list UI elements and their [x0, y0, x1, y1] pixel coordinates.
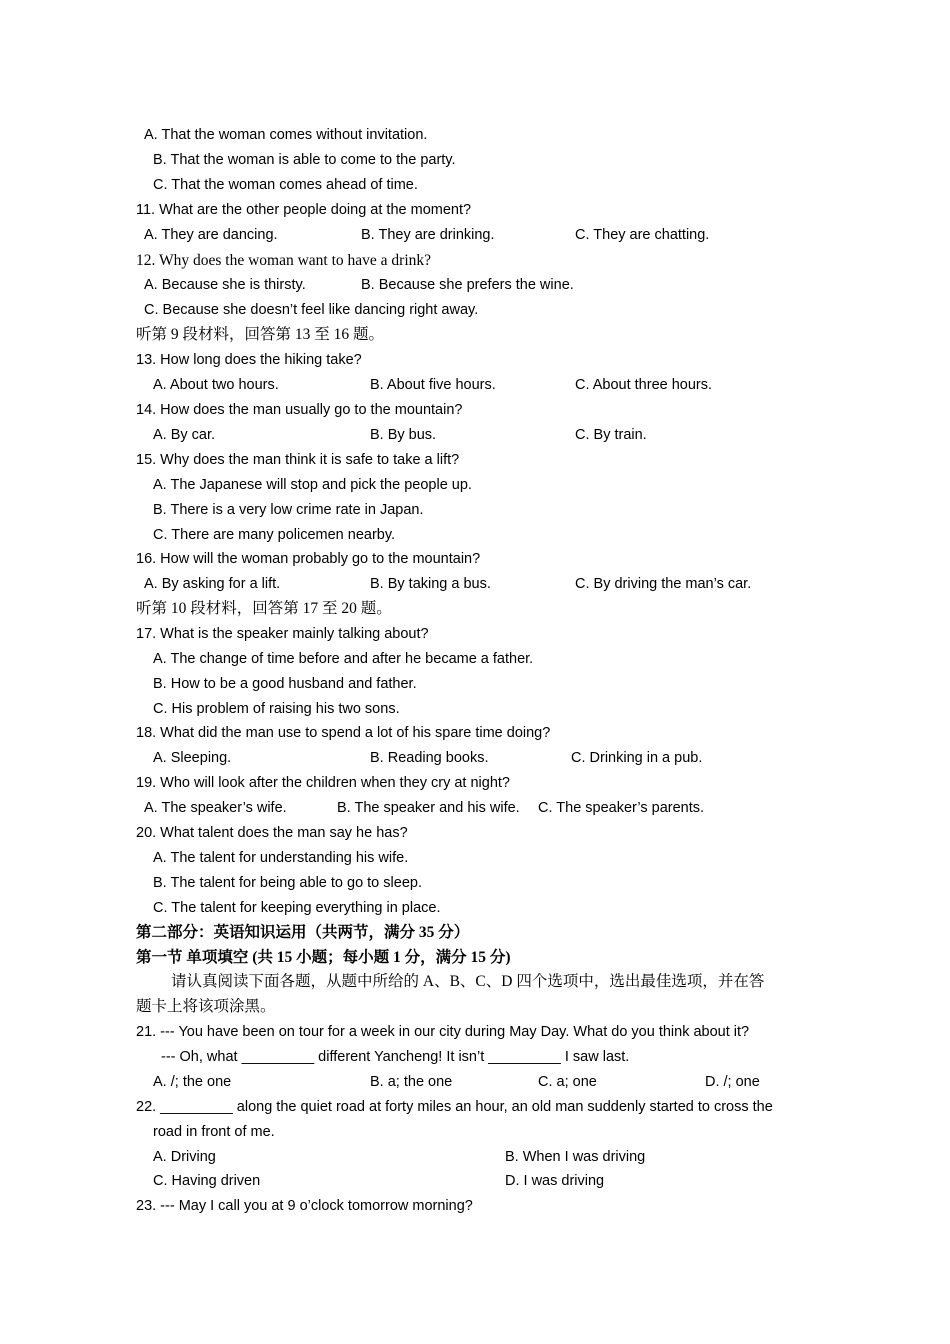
- q21-line1: 21. --- You have been on tour for a week in our city during May Day. What do you think about it?: [136, 1024, 750, 1040]
- part2-instruction-line1: 请认真阅读下面各题，从题中所给的 A、B、C、D 四个选项中，选出最佳选项，并在答: [171, 973, 765, 990]
- q17-stem: 17. What is the speaker mainly talking about?: [136, 626, 429, 642]
- q17-option-c: C. His problem of raising his two sons.: [153, 701, 400, 717]
- q22-line2: road in front of me.: [153, 1124, 275, 1140]
- q14-option-c: C. By train.: [575, 427, 647, 443]
- q13-option-b: B. About five hours.: [370, 377, 496, 393]
- q16-option-b: B. By taking a bus.: [370, 576, 491, 592]
- q19-option-a: A. The speaker’s wife.: [144, 800, 287, 816]
- q15-option-a: A. The Japanese will stop and pick the people up.: [153, 477, 472, 493]
- q10-option-a: A. That the woman comes without invitation.: [144, 127, 428, 143]
- q21-option-d: D. /; one: [705, 1074, 760, 1090]
- q16-option-c: C. By driving the man’s car.: [575, 576, 752, 592]
- q12-option-b: B. Because she prefers the wine.: [361, 277, 574, 293]
- q18-option-a: A. Sleeping.: [153, 750, 232, 766]
- q13-stem: 13. How long does the hiking take?: [136, 352, 362, 368]
- q21-line2: --- Oh, what _________ different Yancheng! It isn’t _________ I saw last.: [161, 1049, 630, 1065]
- q13-option-a: A. About two hours.: [153, 377, 279, 393]
- q22-option-c: C. Having driven: [153, 1173, 261, 1189]
- q20-stem: 20. What talent does the man say he has?: [136, 825, 408, 841]
- q17-option-b: B. How to be a good husband and father.: [153, 676, 417, 692]
- q19-stem: 19. Who will look after the children when they cry at night?: [136, 775, 510, 791]
- q14-option-a: A. By car.: [153, 427, 216, 443]
- q20-option-b: B. The talent for being able to go to sleep.: [153, 875, 422, 891]
- q21-option-a: A. /; the one: [153, 1074, 232, 1090]
- q12-stem: 12. Why does the woman want to have a drink?: [136, 252, 431, 269]
- q20-option-a: A. The talent for understanding his wife.: [153, 850, 409, 866]
- q16-option-a: A. By asking for a lift.: [144, 576, 281, 592]
- q15-option-b: B. There is a very low crime rate in Japan.: [153, 502, 424, 518]
- q13-option-c: C. About three hours.: [575, 377, 713, 393]
- q22-option-b: B. When I was driving: [505, 1149, 646, 1165]
- q23-stem: 23. --- May I call you at 9 o’clock tomorrow morning?: [136, 1198, 473, 1214]
- q10-option-b: B. That the woman is able to come to the party.: [153, 152, 456, 168]
- q20-option-c: C. The talent for keeping everything in place.: [153, 900, 441, 916]
- q11-option-c: C. They are chatting.: [575, 227, 710, 243]
- q18-option-c: C. Drinking in a pub.: [571, 750, 703, 766]
- q11-option-a: A. They are dancing.: [144, 227, 278, 243]
- q22-line1: 22. _________ along the quiet road at forty miles an hour, an old man suddenly started to cross the: [136, 1099, 773, 1115]
- section10-instruction: 听第 10 段材料，回答第 17 至 20 题。: [136, 600, 392, 617]
- q15-option-c: C. There are many policemen nearby.: [153, 527, 396, 543]
- q16-stem: 16. How will the woman probably go to the mountain?: [136, 551, 481, 567]
- part2-instruction-line2: 题卡上将该项涂黑。: [136, 998, 276, 1015]
- q12-option-a: A. Because she is thirsty.: [144, 277, 306, 293]
- q19-option-b: B. The speaker and his wife.: [337, 800, 520, 816]
- q17-option-a: A. The change of time before and after he became a father.: [153, 651, 534, 667]
- q18-stem: 18. What did the man use to spend a lot of his spare time doing?: [136, 725, 551, 741]
- q21-option-b: B. a; the one: [370, 1074, 453, 1090]
- section9-instruction: 听第 9 段材料，回答第 13 至 16 题。: [136, 326, 385, 343]
- q12-option-c: C. Because she doesn’t feel like dancing right away.: [144, 302, 479, 318]
- part2-title: 第二部分：英语知识运用（共两节，满分 35 分）: [136, 924, 470, 941]
- part2-section1-title: 第一节 单项填空 (共 15 小题；每小题 1 分，满分 15 分): [136, 949, 511, 966]
- q19-option-c: C. The speaker’s parents.: [538, 800, 705, 816]
- q14-stem: 14. How does the man usually go to the mountain?: [136, 402, 463, 418]
- q22-option-a: A. Driving: [153, 1149, 216, 1165]
- q10-option-c: C. That the woman comes ahead of time.: [153, 177, 418, 193]
- q14-option-b: B. By bus.: [370, 427, 437, 443]
- q11-stem: 11. What are the other people doing at the moment?: [136, 202, 472, 218]
- q21-option-c: C. a; one: [538, 1074, 597, 1090]
- q11-option-b: B. They are drinking.: [361, 227, 495, 243]
- q15-stem: 15. Why does the man think it is safe to take a lift?: [136, 452, 460, 468]
- q18-option-b: B. Reading books.: [370, 750, 489, 766]
- q22-option-d: D. I was driving: [505, 1173, 605, 1189]
